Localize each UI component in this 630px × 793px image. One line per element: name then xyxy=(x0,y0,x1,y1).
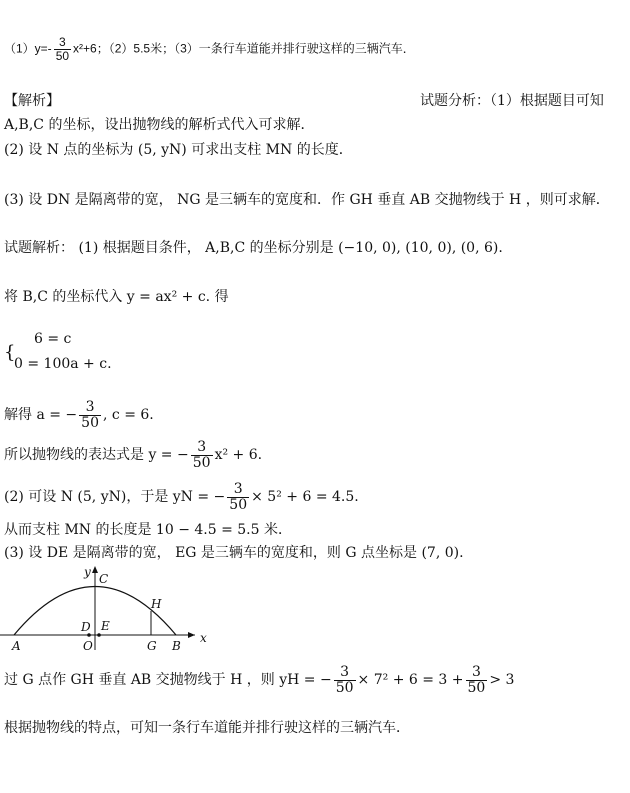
solution-line-8-suffix: > 3 xyxy=(489,672,515,689)
solution-line-8 xyxy=(4,665,514,695)
solution-line-5 xyxy=(4,482,359,512)
solution-line-5-fraction xyxy=(227,482,249,512)
solution-line-2: 将 B,C 的坐标代入 y = ax² + c. 得 xyxy=(4,289,229,305)
answer-part1-prefix: （1）y=- xyxy=(4,41,52,56)
system-equation-2: 0 = 100a + c. xyxy=(14,356,112,372)
answer-fraction-numerator: 3 xyxy=(54,36,71,50)
label-x: x xyxy=(200,631,207,645)
label-o: O xyxy=(83,639,93,653)
label-g: G xyxy=(147,639,157,653)
solution-line-3-prefix: 解得 a = − xyxy=(4,407,78,424)
fraction-numerator: 3 xyxy=(334,665,356,681)
solution-line-4 xyxy=(4,440,262,470)
answer-fraction-denominator: 50 xyxy=(55,48,70,63)
fraction-numerator: 3 xyxy=(466,665,488,681)
conclusion: 根据抛物线的特点，可知一条行车道能并排行驶这样的三辆汽车． xyxy=(4,720,410,736)
solution-line-1: 试题解析： (1) 根据题目条件， A,B,C 的坐标分别是 (−10, 0), (10, 0), (0, 6). xyxy=(4,240,503,256)
fraction-numerator: 3 xyxy=(79,400,101,416)
answer-part1-suffix: x²+6；（2）5.5米；（3）一条行车道能并排行驶这样的三辆汽车． xyxy=(73,41,415,56)
label-d: D xyxy=(81,620,91,634)
solution-line-8-middle: × 7² + 6 = 3 + xyxy=(357,672,464,689)
solution-line-3 xyxy=(4,400,154,430)
analysis-line-3: (2) 设 N 点的坐标为 (5, yN) 可求出支柱 MN 的长度． xyxy=(4,142,353,158)
solution-line-5-suffix: × 5² + 6 = 4.5. xyxy=(251,489,359,506)
fraction-numerator: 3 xyxy=(191,440,213,456)
solution-line-3-fraction xyxy=(79,400,101,430)
solution-line-4-suffix: x² + 6. xyxy=(214,447,263,464)
label-y: y xyxy=(84,565,91,579)
solution-line-8-fraction-1 xyxy=(334,665,356,695)
system-brace: { xyxy=(4,342,16,363)
label-a: A xyxy=(12,639,21,653)
equation-system xyxy=(4,328,204,378)
analysis-line-4: (3) 设 DN 是隔离带的宽， NG 是三辆车的宽度和．作 GH 垂直 AB 交抛物线于 H ，则可求解． xyxy=(4,192,610,208)
fraction-denominator: 50 xyxy=(467,679,486,696)
answer-line xyxy=(4,36,415,62)
fraction-numerator: 3 xyxy=(227,482,249,498)
solution-line-7: (3) 设 DE 是隔离带的宽， EG 是三辆车的宽度和，则 G 点坐标是 (7, 0). xyxy=(4,545,464,561)
label-c: C xyxy=(99,572,109,586)
system-equation-1: 6 = c xyxy=(34,331,72,347)
fraction-denominator: 50 xyxy=(229,496,248,513)
solution-line-8-prefix: 过 G 点作 GH 垂直 AB 交抛物线于 H ，则 yH = − xyxy=(4,672,332,689)
solution-line-4-fraction xyxy=(191,440,213,470)
solution-line-3-suffix: , c = 6. xyxy=(103,407,154,424)
solution-line-5-prefix: (2) 可设 N (5, yN)，于是 yN = − xyxy=(4,489,226,506)
solution-line-6: 从而支柱 MN 的长度是 10 − 4.5 = 5.5 米． xyxy=(4,522,292,538)
answer-fraction xyxy=(54,36,71,62)
fraction-denominator: 50 xyxy=(81,414,99,431)
label-h: H xyxy=(151,597,162,611)
analysis-line-2: A,B,C 的坐标，设出抛物线的解析式代入可求解． xyxy=(4,117,315,133)
fraction-denominator: 50 xyxy=(335,679,354,696)
point-e xyxy=(97,633,101,637)
label-b: B xyxy=(172,639,181,653)
parabola-figure xyxy=(0,562,210,657)
solution-line-4-prefix: 所以抛物线的表达式是 y = − xyxy=(4,447,189,464)
x-axis-arrow xyxy=(188,632,195,638)
analysis-intro: 试题分析：（1）根据题目可知 xyxy=(420,93,604,109)
analysis-label: 【解析】 xyxy=(4,93,60,109)
solution-line-8-fraction-2 xyxy=(466,665,488,695)
y-axis-arrow xyxy=(92,566,98,573)
fraction-denominator: 50 xyxy=(192,454,211,471)
label-e: E xyxy=(101,619,110,633)
